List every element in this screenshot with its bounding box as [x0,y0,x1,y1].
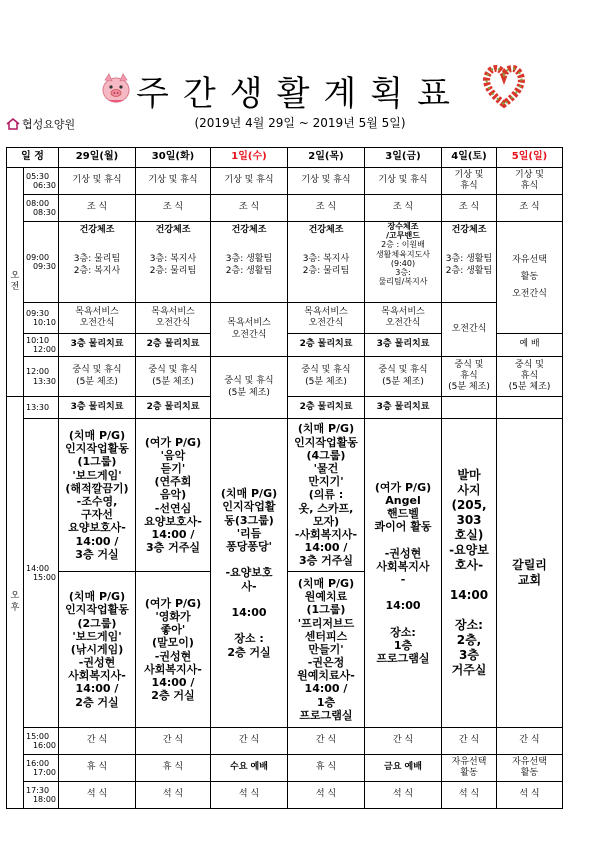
cell: 3층 물리치료 [365,397,442,419]
program-sat: 발마 사지 (205, 303 호실) -요양보 호사- 14:00 장소: 2층, 3층 거주실 [442,419,497,728]
cell: 3층 물리치료 [59,334,136,357]
heart-wreath-icon [482,62,526,108]
cell: 조 식 [497,195,563,222]
cell: 2층 물리치료 [136,397,211,419]
cell: 간 식 [288,728,365,755]
cell: 휴 식 [59,755,136,782]
cell: 목욕서비스 오전간식 [288,303,365,334]
cell: 목욕서비스 오전간식 [365,303,442,334]
table-row [7,782,563,809]
cell: 3층 물리치료 [365,334,442,357]
time-cell: 12:00 13:30 [24,357,59,397]
time-cell: 05:30 06:30 [24,168,59,195]
cell: 간 식 [59,728,136,755]
table-row [7,755,563,782]
cell: 목욕서비스 오전간식 [211,303,288,357]
cell [288,419,365,728]
cell: 중식 및 휴식 (5분 체조) [442,357,497,397]
cell: 목욕서비스 오전간식 [136,303,211,334]
table-row [7,195,563,222]
cell: 석 식 [211,782,288,809]
cell: 중식 및 휴식 (5분 체조) [497,357,563,397]
cell: 자유선택 활동 [442,755,497,782]
cell: 기상 및 휴식 [136,168,211,195]
schedule-period: (2019년 4월 29일 ~ 2019년 5월 5일) [194,116,406,130]
time-cell: 10:10 12:00 [24,334,59,357]
program-fri: (여가 P/G) Angel 핸드벨 콰이어 활동 -권성현 사회복지사 - 14:00 장소: 1층 프로그램실 [365,419,442,728]
day-header: 29일(월) [59,148,136,168]
time-cell: 09:30 10:10 [24,303,59,334]
cell: 간 식 [442,728,497,755]
cell: 휴 식 [288,755,365,782]
cell: 휴 식 [136,755,211,782]
cell: 석 식 [365,782,442,809]
cell [497,397,563,419]
schedule-label: 일 정 [7,148,59,168]
day-header: 30일(화) [136,148,211,168]
table-row [7,222,563,303]
cell: 석 식 [288,782,365,809]
cell: 2층 물리치료 [288,397,365,419]
cell: 건강체조 3층: 생활팀 2층: 생활팀 [442,222,497,303]
table-row [7,419,563,728]
cell: 기상 및 휴식 [211,168,288,195]
cell: 수요 예배 [211,755,288,782]
cell: 건강체조 3층: 복지사 2층: 물리팀 [288,222,365,303]
program-mon-2: (치매 P/G) 인지작업활동 (2그룹) '보드게임' (낚시게임) -권성현 사회복지사- 14:00 / 2층 거실 [65,590,129,709]
cell: 기상 및 휴식 [59,168,136,195]
cell: 중식 및 휴식 (5분 체조) [365,357,442,397]
cell [442,397,497,419]
cell [136,419,211,728]
cell: 간 식 [497,728,563,755]
time-cell: 08:00 08:30 [24,195,59,222]
cell: 자유선택 활동 [497,755,563,782]
cell [59,419,136,728]
cell: 중식 및 휴식 (5분 체조) [288,357,365,397]
cell: 조 식 [59,195,136,222]
cell: 금요 예배 [365,755,442,782]
cell: 기상 및 휴식 [442,168,497,195]
program-tue-2: (여가 P/G) '영화가 좋아' (말모이) -권성현 사회복지사- 14:00 / 2층 거실 [144,596,202,703]
cell: 건강체조 3층: 복지사 2층: 물리팀 [136,222,211,303]
section-pm: 오 후 [7,397,24,809]
time-cell: 17:30 18:00 [24,782,59,809]
day-header: 3일(금) [365,148,442,168]
cell: 조 식 [136,195,211,222]
cell: 조 식 [211,195,288,222]
cell: 조 식 [442,195,497,222]
cell: 자유선택 활동 오전간식 [497,222,563,334]
cell: 석 식 [442,782,497,809]
weekly-schedule-table [6,147,563,809]
day-header: 2일(목) [288,148,365,168]
header [0,0,600,145]
cell: 중식 및 휴식 (5분 체조) [211,357,288,419]
cell: 건강체조 3층: 생활팀 2층: 생활팀 [211,222,288,303]
cell: 기상 및 휴식 [365,168,442,195]
program-mon-1: (치매 P/G) 인지작업활동 (1그룹) '보드게임' (해적깔끔기) -조수영, 구자선 요양보호사- 14:00 / 3층 거실 [59,419,135,572]
cell: 장수체조 /고무밴드 2층 : 이원배 생활체육지도사 (9:40) 3층: 물리팀/복지사 [365,222,442,303]
program-wed: (치매 P/G) 인지작업활 동(3그룹) '리듬 퐁당퐁당' -요양보호 사- 14:00 장소 : 2층 거실 [211,419,288,728]
program-tue-1: (여가 P/G) '음악 듣기' (연주회 음악) -선연심 요양보호사- 14:00 / 3층 거주실 [136,419,210,572]
day-header-sunday: 5일(일) [497,148,563,168]
cell: 조 식 [365,195,442,222]
time-cell: 14:00 15:00 [24,419,59,728]
section-am: 오 전 [7,168,24,397]
cell: 오전간식 [442,303,497,357]
table-row [7,357,563,397]
cell: 석 식 [136,782,211,809]
cell: 석 식 [59,782,136,809]
cell: 2층 물리치료 [136,334,211,357]
cell: 목욕서비스 오전간식 [59,303,136,334]
time-cell: 15:00 16:00 [24,728,59,755]
cell: 조 식 [288,195,365,222]
org-name-text: 협성요양원 [22,118,76,131]
time-cell: 16:00 17:00 [24,755,59,782]
cell: 간 식 [136,728,211,755]
cell: 간 식 [211,728,288,755]
cell: 기상 및 휴식 [497,168,563,195]
page-title: 주간생활계획표 [136,74,464,114]
program-sun: 갈릴리 교회 [497,419,563,728]
time-cell: 09:00 09:30 [24,222,59,303]
program-thu-1: (치매 P/G) 인지작업활동 (4그룹) '물건 만지기' (의류 : 옷, 스카프, 모자) -사회복지사- 14:00 / 3층 거주실 [288,419,364,572]
cell: 간 식 [365,728,442,755]
cell: 중식 및 휴식 (5분 체조) [136,357,211,397]
cell: 예 배 [497,334,563,357]
header-row [7,148,563,168]
cell: 건강체조 3층: 물리팀 2층: 복지사 [59,222,136,303]
table-row [7,303,563,334]
day-header-holiday: 1일(수) [211,148,288,168]
cell: 3층 물리치료 [59,397,136,419]
table-row [7,168,563,195]
time-cell: 13:30 [24,397,59,419]
program-thu-2: (치매 P/G) 원예치료 (1그룹) '프리저브드 센터피스 만들기' -권은정 원예치료사- 14:00 / 1층 프로그램실 [297,576,355,722]
table-row [7,728,563,755]
cell: 석 식 [497,782,563,809]
cell: 2층 물리치료 [288,334,365,357]
day-header: 4일(토) [442,148,497,168]
cell: 기상 및 휴식 [288,168,365,195]
cell: 중식 및 휴식 (5분 체조) [59,357,136,397]
